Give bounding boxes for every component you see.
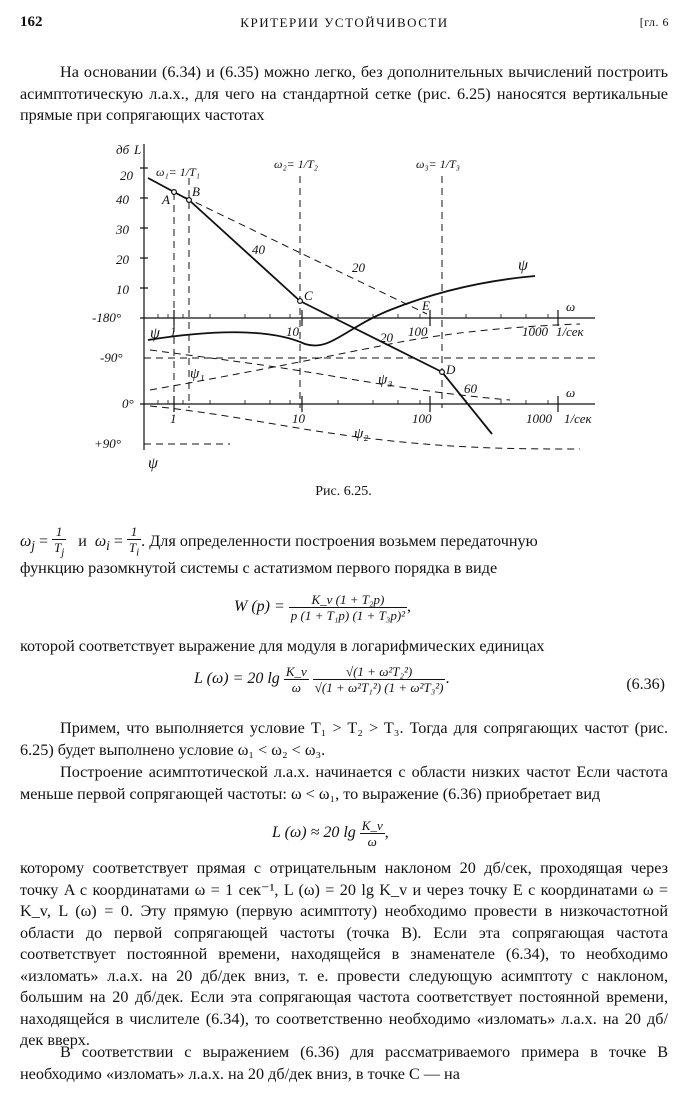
- tick-10: 10: [116, 282, 129, 297]
- page-number: 162: [20, 14, 43, 30]
- xtick-bottom-10: 10: [292, 411, 305, 426]
- eq1-lhs: W (p) =: [234, 598, 285, 616]
- y-unit-label: дб: [116, 142, 130, 157]
- equation-l: [194, 664, 449, 695]
- omega-definitions-text: . Для определенности построения возьмем передаточную: [141, 531, 538, 550]
- omega-top: ω: [566, 299, 576, 314]
- chapter-label: [гл. 6: [639, 15, 669, 29]
- omega-j-sub: j: [31, 538, 35, 554]
- eq1-den: p (1 + T₁p) (1 + T₃p)²: [290, 608, 406, 623]
- x-unit-top: 1/сек: [556, 324, 584, 339]
- xtick-bottom-1: 1: [170, 411, 177, 426]
- tick-20b: 20: [116, 252, 129, 267]
- paragraph-condition: Примем, что выполняется условие T₁ > T₂ > T₃. Тогда для сопрягающих частот (рис. 6.25) будет выполнено условие ω₁ < ω₂ < ω₃.: [20, 719, 668, 759]
- xtick-bottom-100: 100: [412, 411, 432, 426]
- eq2-lhs: L (ω) = 20 lg: [194, 670, 280, 688]
- omega3-label: ω₃= 1/T₃: [416, 157, 460, 171]
- figure-6-25: [90, 138, 610, 478]
- paragraph-asymptote: которому соответствует прямая с отрицательным наклоном 20 дб/сек, проходящая через точку A с координатами ω = 1 сек⁻¹, L (ω) = 20 lg K_v и через точку E с координатами ω = K_v, L (ω) = 0. Эту прямую (первую асимптоту) необходимо провести в низкочастотной области до первой сопрягающей частоты (точка B). Если эта сопрягающая частота соответствует постоянной времени, находящейся в знаменателе (6.34), то необходимо «изломать» л.а.х. на 20 дб/дек вниз, т. е. провести следующую асимптоту с наклоном, большим на 20 дб/дек. Если эта сопрягающая частота соответствует постоянной времени, находящейся в числителе (6.34), то соответственно необходимо «изломать» л.а.х. на 20 дб/дек вверх.: [20, 859, 668, 1049]
- omega-i-sub: i: [106, 538, 110, 554]
- psi3-label: ψ₃: [378, 372, 393, 388]
- eq2-omega: ω: [291, 680, 301, 695]
- eq2-kv: K_v: [285, 664, 307, 679]
- conjunction: и: [78, 532, 87, 550]
- omega-j-symbol: ω: [20, 532, 32, 550]
- x-unit-bottom: 1/сек: [564, 411, 592, 426]
- omega-bottom: ω: [566, 385, 576, 400]
- y-symbol-label: L: [134, 142, 142, 157]
- frac1-den: T: [54, 540, 62, 555]
- tick-plus90: +90°: [94, 436, 121, 451]
- psi1-label: ψ₁: [190, 366, 205, 382]
- eq3-kv: K_v: [361, 818, 383, 833]
- omega1-label: ω₁= 1/T₁: [156, 165, 200, 179]
- paragraph-construction: Построение асимптотической л.а.х. начинается с области низких частот Если частота меньше первой сопрягающей частоты: ω < ω₁, то выражение (6.36) приобретает вид: [20, 763, 668, 803]
- page-header: [20, 14, 669, 36]
- eq2-tail: .: [445, 670, 450, 688]
- slope-40: 40: [252, 242, 265, 257]
- equation-approx: [272, 818, 389, 849]
- xtick-top-1: 1: [170, 324, 177, 339]
- slope-20a: 20: [352, 260, 365, 275]
- tick-40: 40: [116, 192, 129, 207]
- omega-definitions: $\omega_j$ = $\frac{1}{T_j}$ и $\omega_i$ = $\frac{1}{T_i}$ . Для определенности построения возьмем передаточную: [20, 524, 538, 559]
- psi-label-bottom: ψ: [148, 455, 158, 472]
- point-b: [187, 198, 192, 203]
- frac1-den-sub: j: [61, 546, 65, 559]
- tick-20a: 20: [120, 168, 133, 183]
- label-d: D: [446, 362, 456, 377]
- eq3-lhs: L (ω) ≈ 20 lg: [272, 824, 356, 842]
- psi2-label: ψ₂: [354, 426, 369, 442]
- omega2-label: ω₂= 1/T₂: [274, 157, 318, 171]
- xtick-bottom-1000: 1000: [526, 411, 552, 426]
- eq1-num: K_v (1 + T₂p): [289, 592, 407, 608]
- label-c: C: [304, 288, 313, 303]
- equation-w: [234, 592, 411, 623]
- xtick-top-1000: 1000: [522, 324, 548, 339]
- eq1-tail: ,: [407, 598, 412, 616]
- slope-60: 60: [464, 381, 477, 396]
- point-d: [440, 370, 445, 375]
- paragraph-transfer: функцию разомкнутой системы с астатизмом первого порядка в виде: [20, 559, 498, 577]
- psi-label-left: ψ: [150, 325, 160, 342]
- l-curve-seg2: [189, 200, 300, 301]
- eq2-num: √(1 + ω²T₂²): [313, 664, 446, 680]
- label-a: A: [162, 192, 170, 207]
- point-a: [172, 190, 177, 195]
- paragraph-example: В соответствии с выражением (6.36) для рассматриваемого примера в точке B необходимо «изломать» л.а.х. на 20 дб/дек вниз, в точке C — на: [20, 1043, 668, 1083]
- slope-20b: 20: [380, 330, 393, 345]
- eq2-den: √(1 + ω²T₁²) (1 + ω²T₃²): [314, 680, 444, 695]
- psi-label-right: ψ: [518, 257, 528, 274]
- tick-minus180: -180°: [92, 310, 122, 325]
- xtick-top-100: 100: [408, 324, 428, 339]
- tick-minus90: -90°: [100, 350, 123, 365]
- equation-number: (6.36): [626, 676, 665, 693]
- paragraph-log: которой соответствует выражение для модуля в логарифмических единицах: [20, 637, 545, 655]
- point-c: [298, 299, 303, 304]
- psi-curve: [148, 276, 535, 346]
- frac2-num: 1: [127, 524, 141, 540]
- paragraph-intro: На основании (6.34) и (6.35) можно легко, без дополнительных вычислений построить асимптотическую л.а.х., для чего на стандартной сетке (рис. 6.25) наносятся вертикальные прямые при сопрягающих частотах: [20, 63, 668, 124]
- tick-30: 30: [116, 222, 129, 237]
- eq3-omega: ω: [367, 834, 377, 849]
- figure-caption: Рис. 6.25.: [315, 484, 372, 499]
- omega-i-symbol: ω: [94, 532, 107, 550]
- frac2-den-sub: i: [136, 546, 140, 559]
- running-title: КРИТЕРИИ УСТОЙЧИВОСТИ: [240, 15, 449, 30]
- tick-0deg: 0°: [122, 396, 134, 411]
- label-e: E: [422, 298, 430, 313]
- frac1-num: 1: [52, 524, 66, 540]
- xtick-top-10: 10: [286, 324, 299, 339]
- frac2-den: T: [128, 540, 137, 555]
- label-b: B: [192, 184, 200, 199]
- eq3-tail: ,: [384, 824, 389, 842]
